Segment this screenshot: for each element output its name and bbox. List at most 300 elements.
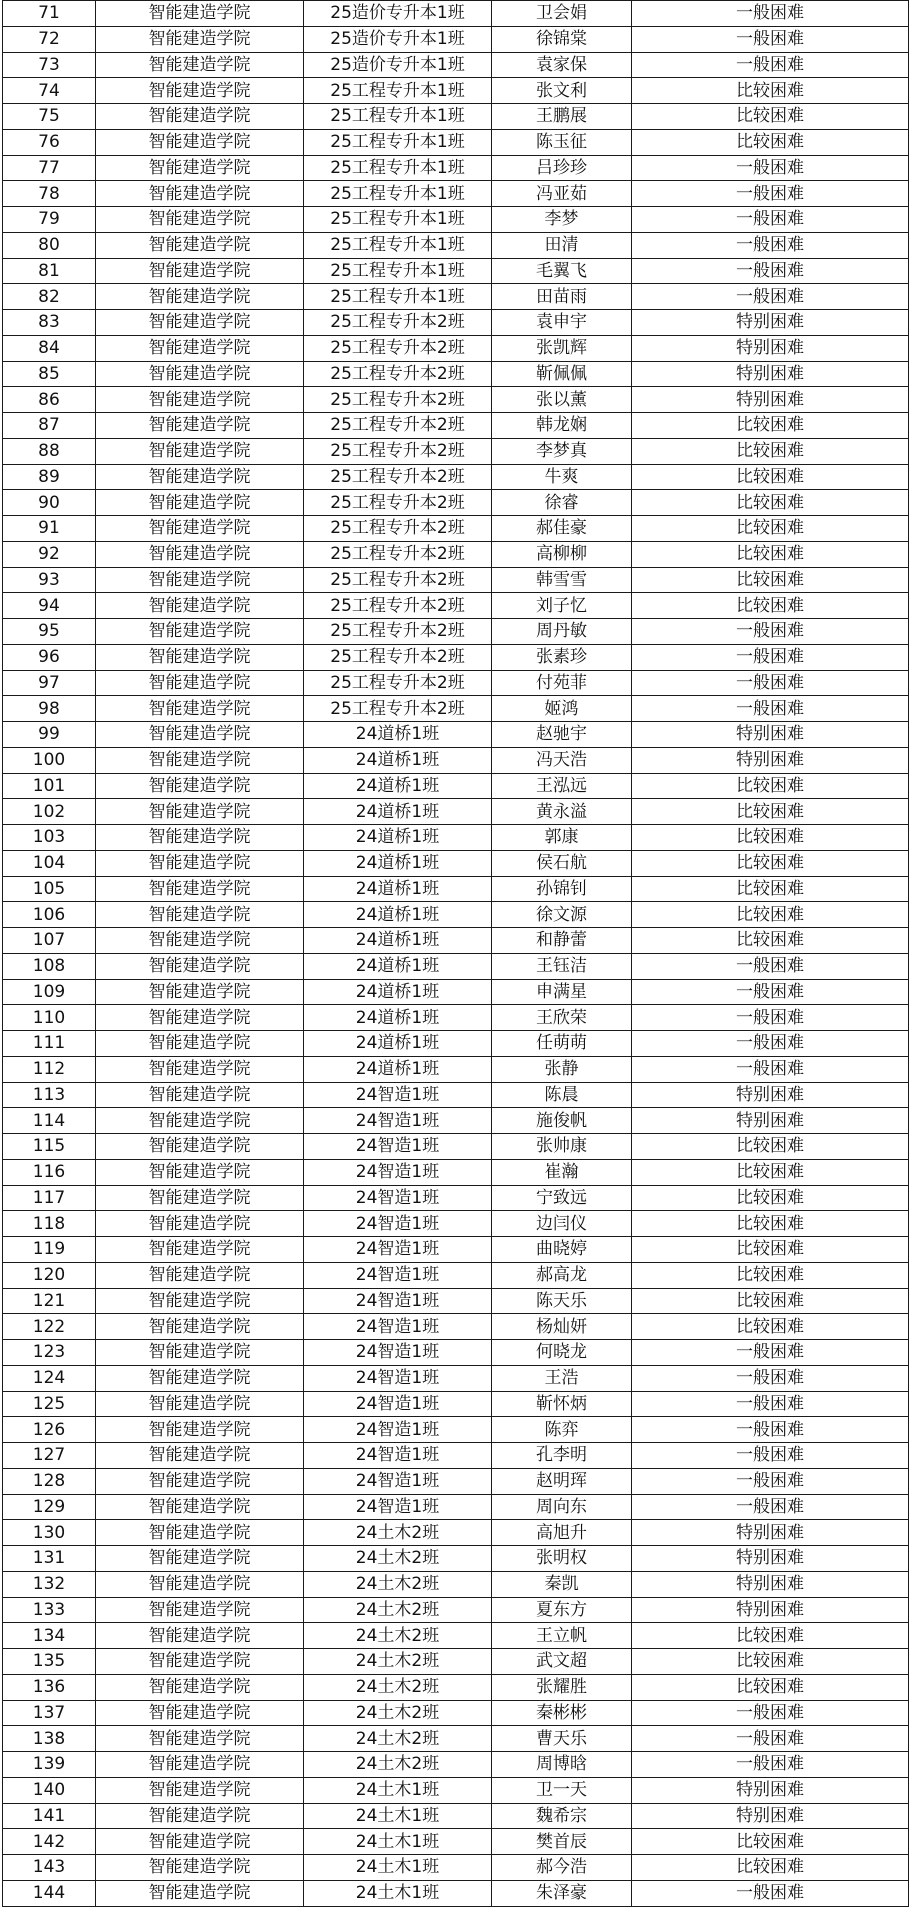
class-cell: 24道桥1班: [304, 1005, 492, 1031]
class-cell: 24土木2班: [304, 1546, 492, 1572]
class-cell: 25造价专升本1班: [304, 26, 492, 52]
difficulty-level-cell: 比较困难: [632, 1159, 909, 1185]
class-cell: 25造价专升本1班: [304, 52, 492, 78]
row-number-cell: 144: [3, 1880, 96, 1906]
college-cell: 智能建造学院: [96, 438, 304, 464]
row-number-cell: 120: [3, 1262, 96, 1288]
difficulty-level-cell: 比较困难: [632, 799, 909, 825]
difficulty-level-cell: 一般困难: [632, 1365, 909, 1391]
table-row: [3, 181, 909, 207]
student-name-cell: 田苗雨: [492, 284, 632, 310]
table-row: [3, 567, 909, 593]
table-row: [3, 799, 909, 825]
student-name-cell: 秦彬彬: [492, 1700, 632, 1726]
difficulty-level-cell: 比较困难: [632, 104, 909, 130]
table-row: [3, 361, 909, 387]
college-cell: 智能建造学院: [96, 1623, 304, 1649]
row-number-cell: 142: [3, 1829, 96, 1855]
table-row: [3, 1031, 909, 1057]
row-number-cell: 124: [3, 1365, 96, 1391]
table-row: [3, 1314, 909, 1340]
table-row: [3, 284, 909, 310]
difficulty-level-cell: 一般困难: [632, 619, 909, 645]
row-number-cell: 90: [3, 490, 96, 516]
college-cell: 智能建造学院: [96, 593, 304, 619]
college-cell: 智能建造学院: [96, 1546, 304, 1572]
row-number-cell: 132: [3, 1571, 96, 1597]
row-number-cell: 106: [3, 902, 96, 928]
difficulty-level-cell: 特别困难: [632, 1520, 909, 1546]
class-cell: 25工程专升本1班: [304, 104, 492, 130]
class-cell: 24道桥1班: [304, 825, 492, 851]
college-cell: 智能建造学院: [96, 387, 304, 413]
student-name-cell: 冯亚茹: [492, 181, 632, 207]
college-cell: 智能建造学院: [96, 1777, 304, 1803]
difficulty-level-cell: 一般困难: [632, 1340, 909, 1366]
table-row: [3, 1726, 909, 1752]
student-name-cell: 王鹏展: [492, 104, 632, 130]
class-cell: 25工程专升本2班: [304, 696, 492, 722]
difficulty-level-cell: 比较困难: [632, 516, 909, 542]
table-row: [3, 78, 909, 104]
row-number-cell: 133: [3, 1597, 96, 1623]
college-cell: 智能建造学院: [96, 1340, 304, 1366]
row-number-cell: 121: [3, 1288, 96, 1314]
student-list-table: [2, 0, 909, 1907]
college-cell: 智能建造学院: [96, 1056, 304, 1082]
difficulty-level-cell: 比较困难: [632, 567, 909, 593]
student-name-cell: 张静: [492, 1056, 632, 1082]
row-number-cell: 103: [3, 825, 96, 851]
table-row: [3, 1546, 909, 1572]
college-cell: 智能建造学院: [96, 155, 304, 181]
college-cell: 智能建造学院: [96, 1752, 304, 1778]
class-cell: 24智造1班: [304, 1468, 492, 1494]
college-cell: 智能建造学院: [96, 747, 304, 773]
table-row: [3, 490, 909, 516]
student-name-cell: 袁家保: [492, 52, 632, 78]
class-cell: 24道桥1班: [304, 928, 492, 954]
college-cell: 智能建造学院: [96, 78, 304, 104]
student-name-cell: 张帅康: [492, 1134, 632, 1160]
row-number-cell: 123: [3, 1340, 96, 1366]
college-cell: 智能建造学院: [96, 1391, 304, 1417]
class-cell: 24土木2班: [304, 1571, 492, 1597]
table-row: [3, 129, 909, 155]
student-name-cell: 申满星: [492, 979, 632, 1005]
class-cell: 25工程专升本2班: [304, 310, 492, 336]
college-cell: 智能建造学院: [96, 284, 304, 310]
class-cell: 24智造1班: [304, 1082, 492, 1108]
difficulty-level-cell: 比较困难: [632, 1649, 909, 1675]
table-row: [3, 387, 909, 413]
table-body: [3, 1, 909, 1907]
difficulty-level-cell: 一般困难: [632, 1468, 909, 1494]
college-cell: 智能建造学院: [96, 850, 304, 876]
row-number-cell: 129: [3, 1494, 96, 1520]
table-row: [3, 1340, 909, 1366]
row-number-cell: 108: [3, 953, 96, 979]
class-cell: 24道桥1班: [304, 722, 492, 748]
student-name-cell: 夏东方: [492, 1597, 632, 1623]
row-number-cell: 76: [3, 129, 96, 155]
class-cell: 24道桥1班: [304, 747, 492, 773]
row-number-cell: 107: [3, 928, 96, 954]
row-number-cell: 116: [3, 1159, 96, 1185]
row-number-cell: 75: [3, 104, 96, 130]
row-number-cell: 127: [3, 1443, 96, 1469]
row-number-cell: 89: [3, 464, 96, 490]
student-name-cell: 李梦: [492, 207, 632, 233]
difficulty-level-cell: 一般困难: [632, 696, 909, 722]
difficulty-level-cell: 一般困难: [632, 1700, 909, 1726]
student-name-cell: 高柳柳: [492, 541, 632, 567]
table-row: [3, 1365, 909, 1391]
table-row: [3, 1777, 909, 1803]
difficulty-level-cell: 比较困难: [632, 850, 909, 876]
student-name-cell: 徐睿: [492, 490, 632, 516]
class-cell: 24智造1班: [304, 1134, 492, 1160]
row-number-cell: 72: [3, 26, 96, 52]
table-row: [3, 773, 909, 799]
college-cell: 智能建造学院: [96, 825, 304, 851]
student-name-cell: 周博晗: [492, 1752, 632, 1778]
student-name-cell: 吕珍珍: [492, 155, 632, 181]
class-cell: 24智造1班: [304, 1185, 492, 1211]
college-cell: 智能建造学院: [96, 1, 304, 27]
table-row: [3, 516, 909, 542]
table-row: [3, 464, 909, 490]
row-number-cell: 79: [3, 207, 96, 233]
row-number-cell: 143: [3, 1855, 96, 1881]
difficulty-level-cell: 特别困难: [632, 1108, 909, 1134]
college-cell: 智能建造学院: [96, 1211, 304, 1237]
row-number-cell: 117: [3, 1185, 96, 1211]
student-name-cell: 张文利: [492, 78, 632, 104]
difficulty-level-cell: 比较困难: [632, 1314, 909, 1340]
table-row: [3, 619, 909, 645]
table-row: [3, 52, 909, 78]
table-row: [3, 722, 909, 748]
table-row: [3, 1237, 909, 1263]
difficulty-level-cell: 比较困难: [632, 1185, 909, 1211]
class-cell: 25工程专升本1班: [304, 207, 492, 233]
class-cell: 24智造1班: [304, 1494, 492, 1520]
row-number-cell: 101: [3, 773, 96, 799]
table-row: [3, 1880, 909, 1906]
table-row: [3, 335, 909, 361]
difficulty-level-cell: 一般困难: [632, 1031, 909, 1057]
table-row: [3, 747, 909, 773]
class-cell: 24土木2班: [304, 1726, 492, 1752]
class-cell: 25工程专升本2班: [304, 438, 492, 464]
difficulty-level-cell: 比较困难: [632, 541, 909, 567]
college-cell: 智能建造学院: [96, 413, 304, 439]
class-cell: 25工程专升本1班: [304, 181, 492, 207]
class-cell: 24道桥1班: [304, 902, 492, 928]
table-row: [3, 1855, 909, 1881]
row-number-cell: 141: [3, 1803, 96, 1829]
row-number-cell: 86: [3, 387, 96, 413]
college-cell: 智能建造学院: [96, 1005, 304, 1031]
difficulty-level-cell: 特别困难: [632, 361, 909, 387]
college-cell: 智能建造学院: [96, 1649, 304, 1675]
difficulty-level-cell: 一般困难: [632, 644, 909, 670]
difficulty-level-cell: 特别困难: [632, 310, 909, 336]
row-number-cell: 118: [3, 1211, 96, 1237]
table-row: [3, 850, 909, 876]
row-number-cell: 114: [3, 1108, 96, 1134]
student-name-cell: 樊首辰: [492, 1829, 632, 1855]
class-cell: 25工程专升本2班: [304, 490, 492, 516]
table-row: [3, 1443, 909, 1469]
difficulty-level-cell: 比较困难: [632, 1855, 909, 1881]
table-row: [3, 1, 909, 27]
student-name-cell: 王欣荣: [492, 1005, 632, 1031]
class-cell: 24道桥1班: [304, 1056, 492, 1082]
table-row: [3, 696, 909, 722]
row-number-cell: 137: [3, 1700, 96, 1726]
difficulty-level-cell: 一般困难: [632, 1880, 909, 1906]
row-number-cell: 87: [3, 413, 96, 439]
class-cell: 24道桥1班: [304, 953, 492, 979]
row-number-cell: 122: [3, 1314, 96, 1340]
student-name-cell: 韩雪雪: [492, 567, 632, 593]
student-name-cell: 边闫仪: [492, 1211, 632, 1237]
difficulty-level-cell: 特别困难: [632, 747, 909, 773]
class-cell: 24智造1班: [304, 1108, 492, 1134]
difficulty-level-cell: 比较困难: [632, 773, 909, 799]
student-name-cell: 周丹敏: [492, 619, 632, 645]
college-cell: 智能建造学院: [96, 310, 304, 336]
class-cell: 25工程专升本1班: [304, 232, 492, 258]
student-name-cell: 朱泽豪: [492, 1880, 632, 1906]
row-number-cell: 113: [3, 1082, 96, 1108]
table-row: [3, 1056, 909, 1082]
row-number-cell: 131: [3, 1546, 96, 1572]
student-name-cell: 何晓龙: [492, 1340, 632, 1366]
college-cell: 智能建造学院: [96, 979, 304, 1005]
table-row: [3, 593, 909, 619]
table-row: [3, 438, 909, 464]
class-cell: 24智造1班: [304, 1159, 492, 1185]
college-cell: 智能建造学院: [96, 773, 304, 799]
student-name-cell: 杨灿妍: [492, 1314, 632, 1340]
row-number-cell: 73: [3, 52, 96, 78]
row-number-cell: 105: [3, 876, 96, 902]
student-name-cell: 黄永溢: [492, 799, 632, 825]
student-name-cell: 姬鸿: [492, 696, 632, 722]
college-cell: 智能建造学院: [96, 1803, 304, 1829]
student-name-cell: 高旭升: [492, 1520, 632, 1546]
student-name-cell: 赵驰宇: [492, 722, 632, 748]
class-cell: 25工程专升本2班: [304, 413, 492, 439]
difficulty-level-cell: 一般困难: [632, 284, 909, 310]
student-name-cell: 陈玉征: [492, 129, 632, 155]
student-name-cell: 李梦真: [492, 438, 632, 464]
class-cell: 25工程专升本2班: [304, 619, 492, 645]
row-number-cell: 126: [3, 1417, 96, 1443]
class-cell: 25工程专升本1班: [304, 78, 492, 104]
class-cell: 24土木1班: [304, 1777, 492, 1803]
college-cell: 智能建造学院: [96, 1185, 304, 1211]
college-cell: 智能建造学院: [96, 619, 304, 645]
student-name-cell: 付苑菲: [492, 670, 632, 696]
row-number-cell: 93: [3, 567, 96, 593]
class-cell: 24土木2班: [304, 1700, 492, 1726]
difficulty-level-cell: 比较困难: [632, 593, 909, 619]
difficulty-level-cell: 一般困难: [632, 1, 909, 27]
class-cell: 24道桥1班: [304, 850, 492, 876]
difficulty-level-cell: 比较困难: [632, 464, 909, 490]
college-cell: 智能建造学院: [96, 361, 304, 387]
college-cell: 智能建造学院: [96, 1365, 304, 1391]
class-cell: 24道桥1班: [304, 799, 492, 825]
student-name-cell: 任萌萌: [492, 1031, 632, 1057]
student-name-cell: 曹天乐: [492, 1726, 632, 1752]
college-cell: 智能建造学院: [96, 104, 304, 130]
row-number-cell: 119: [3, 1237, 96, 1263]
class-cell: 24土木1班: [304, 1829, 492, 1855]
table-row: [3, 1468, 909, 1494]
row-number-cell: 115: [3, 1134, 96, 1160]
difficulty-level-cell: 比较困难: [632, 902, 909, 928]
student-name-cell: 魏希宗: [492, 1803, 632, 1829]
difficulty-level-cell: 一般困难: [632, 979, 909, 1005]
student-name-cell: 王钰洁: [492, 953, 632, 979]
difficulty-level-cell: 比较困难: [632, 1211, 909, 1237]
difficulty-level-cell: 特别困难: [632, 1546, 909, 1572]
row-number-cell: 71: [3, 1, 96, 27]
college-cell: 智能建造学院: [96, 670, 304, 696]
class-cell: 25工程专升本2班: [304, 361, 492, 387]
college-cell: 智能建造学院: [96, 1262, 304, 1288]
difficulty-level-cell: 比较困难: [632, 1829, 909, 1855]
student-name-cell: 孔李明: [492, 1443, 632, 1469]
class-cell: 24道桥1班: [304, 876, 492, 902]
class-cell: 24道桥1班: [304, 1031, 492, 1057]
class-cell: 24智造1班: [304, 1288, 492, 1314]
student-name-cell: 孙锦钊: [492, 876, 632, 902]
college-cell: 智能建造学院: [96, 1314, 304, 1340]
difficulty-level-cell: 一般困难: [632, 52, 909, 78]
difficulty-level-cell: 一般困难: [632, 181, 909, 207]
college-cell: 智能建造学院: [96, 1159, 304, 1185]
class-cell: 24智造1班: [304, 1211, 492, 1237]
difficulty-level-cell: 特别困难: [632, 1803, 909, 1829]
student-name-cell: 郝今浩: [492, 1855, 632, 1881]
college-cell: 智能建造学院: [96, 799, 304, 825]
row-number-cell: 111: [3, 1031, 96, 1057]
college-cell: 智能建造学院: [96, 1855, 304, 1881]
table-row: [3, 413, 909, 439]
row-number-cell: 99: [3, 722, 96, 748]
difficulty-level-cell: 一般困难: [632, 1494, 909, 1520]
table-row: [3, 258, 909, 284]
table-row: [3, 825, 909, 851]
difficulty-level-cell: 比较困难: [632, 1288, 909, 1314]
student-name-cell: 王立帆: [492, 1623, 632, 1649]
table-row: [3, 979, 909, 1005]
class-cell: 24智造1班: [304, 1391, 492, 1417]
row-number-cell: 140: [3, 1777, 96, 1803]
table-row: [3, 1288, 909, 1314]
row-number-cell: 96: [3, 644, 96, 670]
student-name-cell: 陈晨: [492, 1082, 632, 1108]
college-cell: 智能建造学院: [96, 541, 304, 567]
difficulty-level-cell: 一般困难: [632, 1417, 909, 1443]
student-name-cell: 和静蕾: [492, 928, 632, 954]
college-cell: 智能建造学院: [96, 232, 304, 258]
table-row: [3, 1649, 909, 1675]
row-number-cell: 136: [3, 1674, 96, 1700]
student-name-cell: 张明权: [492, 1546, 632, 1572]
college-cell: 智能建造学院: [96, 1134, 304, 1160]
student-name-cell: 张耀胜: [492, 1674, 632, 1700]
student-name-cell: 周向东: [492, 1494, 632, 1520]
student-name-cell: 徐锦棠: [492, 26, 632, 52]
table-row: [3, 1752, 909, 1778]
table-row: [3, 902, 909, 928]
difficulty-level-cell: 一般困难: [632, 1443, 909, 1469]
college-cell: 智能建造学院: [96, 953, 304, 979]
row-number-cell: 128: [3, 1468, 96, 1494]
table-row: [3, 1211, 909, 1237]
college-cell: 智能建造学院: [96, 1674, 304, 1700]
college-cell: 智能建造学院: [96, 1031, 304, 1057]
class-cell: 24智造1班: [304, 1314, 492, 1340]
college-cell: 智能建造学院: [96, 1082, 304, 1108]
college-cell: 智能建造学院: [96, 52, 304, 78]
difficulty-level-cell: 比较困难: [632, 1134, 909, 1160]
college-cell: 智能建造学院: [96, 207, 304, 233]
student-name-cell: 张素珍: [492, 644, 632, 670]
difficulty-level-cell: 一般困难: [632, 953, 909, 979]
difficulty-level-cell: 比较困难: [632, 1237, 909, 1263]
student-name-cell: 施俊帆: [492, 1108, 632, 1134]
difficulty-level-cell: 比较困难: [632, 129, 909, 155]
row-number-cell: 81: [3, 258, 96, 284]
class-cell: 24土木2班: [304, 1623, 492, 1649]
row-number-cell: 138: [3, 1726, 96, 1752]
table-row: [3, 1494, 909, 1520]
table-row: [3, 644, 909, 670]
table-row: [3, 232, 909, 258]
student-name-cell: 田清: [492, 232, 632, 258]
class-cell: 24土木2班: [304, 1752, 492, 1778]
row-number-cell: 83: [3, 310, 96, 336]
row-number-cell: 125: [3, 1391, 96, 1417]
student-name-cell: 袁申宇: [492, 310, 632, 336]
table-row: [3, 1829, 909, 1855]
class-cell: 25工程专升本2班: [304, 644, 492, 670]
difficulty-level-cell: 特别困难: [632, 1597, 909, 1623]
difficulty-level-cell: 比较困难: [632, 413, 909, 439]
difficulty-level-cell: 比较困难: [632, 438, 909, 464]
student-name-cell: 靳佩佩: [492, 361, 632, 387]
college-cell: 智能建造学院: [96, 464, 304, 490]
student-name-cell: 徐文源: [492, 902, 632, 928]
table-row: [3, 1597, 909, 1623]
table-row: [3, 1571, 909, 1597]
difficulty-level-cell: 一般困难: [632, 670, 909, 696]
class-cell: 24土木2班: [304, 1674, 492, 1700]
difficulty-level-cell: 一般困难: [632, 1056, 909, 1082]
college-cell: 智能建造学院: [96, 129, 304, 155]
college-cell: 智能建造学院: [96, 1443, 304, 1469]
class-cell: 25工程专升本2班: [304, 567, 492, 593]
table-row: [3, 928, 909, 954]
